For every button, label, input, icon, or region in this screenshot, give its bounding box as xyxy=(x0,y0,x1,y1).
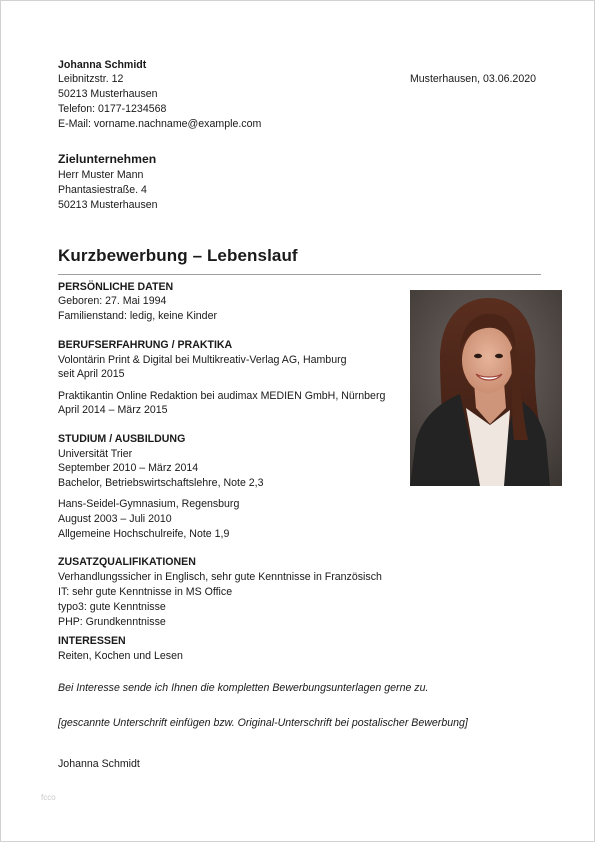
education-uni-period: September 2010 – März 2014 xyxy=(58,462,199,474)
qualification-typo3: typo3: gute Kenntnisse xyxy=(58,601,166,613)
education-school-period: August 2003 – Juli 2010 xyxy=(58,513,172,525)
watermark: fcco xyxy=(41,793,56,802)
job1-title: Volontärin Print & Digital bei Multikreativ-Verlag AG, Hamburg xyxy=(58,354,347,366)
sender-name: Johanna Schmidt xyxy=(58,59,147,71)
portrait-image xyxy=(410,290,562,486)
education-heading: STUDIUM / AUSBILDUNG xyxy=(58,433,186,445)
education-school-degree: Allgemeine Hochschulreife, Note 1,9 xyxy=(58,528,230,540)
title-divider xyxy=(58,274,541,275)
qualification-it: IT: sehr gute Kenntnisse in MS Office xyxy=(58,586,233,598)
recipient-street: Phantasiestraße. 4 xyxy=(58,184,147,196)
interests-text: Reiten, Kochen und Lesen xyxy=(58,650,183,662)
sender-city: 50213 Musterhausen xyxy=(58,88,158,100)
sender-phone: Telefon: 0177-1234568 xyxy=(58,103,167,115)
qualifications-heading: ZUSATZQUALIFIKATIONEN xyxy=(58,556,196,568)
sender-email: E-Mail: vorname.nachname@example.com xyxy=(58,118,262,130)
place-date: Musterhausen, 03.06.2020 xyxy=(409,73,536,85)
sender-street: Leibnitzstr. 12 xyxy=(58,73,124,85)
education-uni-degree: Bachelor, Betriebswirtschaftslehre, Note 2,3 xyxy=(58,477,264,489)
document-title: Kurzbewerbung – Lebenslauf xyxy=(58,246,298,265)
applicant-photo xyxy=(410,290,562,486)
closing-note: Bei Interesse sende ich Ihnen die kompletten Bewerbungsunterlagen gerne zu. xyxy=(58,682,429,694)
personal-status: Familienstand: ledig, keine Kinder xyxy=(58,310,217,322)
experience-heading: BERUFSERFAHRUNG / PRAKTIKA xyxy=(58,339,233,351)
interests-heading: INTERESSEN xyxy=(58,635,126,647)
qualification-php: PHP: Grundkenntnisse xyxy=(58,616,166,628)
personal-born: Geboren: 27. Mai 1994 xyxy=(58,295,167,307)
education-school: Hans-Seidel-Gymnasium, Regensburg xyxy=(58,498,240,510)
recipient-contact: Herr Muster Mann xyxy=(58,169,144,181)
signature-name: Johanna Schmidt xyxy=(58,758,140,770)
signature-hint: [gescannte Unterschrift einfügen bzw. Original-Unterschrift bei postalischer Bewerbung] xyxy=(58,717,468,729)
recipient-heading: Zielunternehmen xyxy=(58,152,157,166)
personal-heading: PERSÖNLICHE DATEN xyxy=(58,281,174,293)
job2-period: April 2014 – März 2015 xyxy=(58,404,168,416)
job2-title: Praktikantin Online Redaktion bei audimax MEDIEN GmbH, Nürnberg xyxy=(58,390,386,402)
qualification-languages: Verhandlungssicher in Englisch, sehr gute Kenntnisse in Französisch xyxy=(58,571,382,583)
job1-period: seit April 2015 xyxy=(58,368,125,380)
education-uni: Universität Trier xyxy=(58,448,133,460)
recipient-city: 50213 Musterhausen xyxy=(58,199,158,211)
